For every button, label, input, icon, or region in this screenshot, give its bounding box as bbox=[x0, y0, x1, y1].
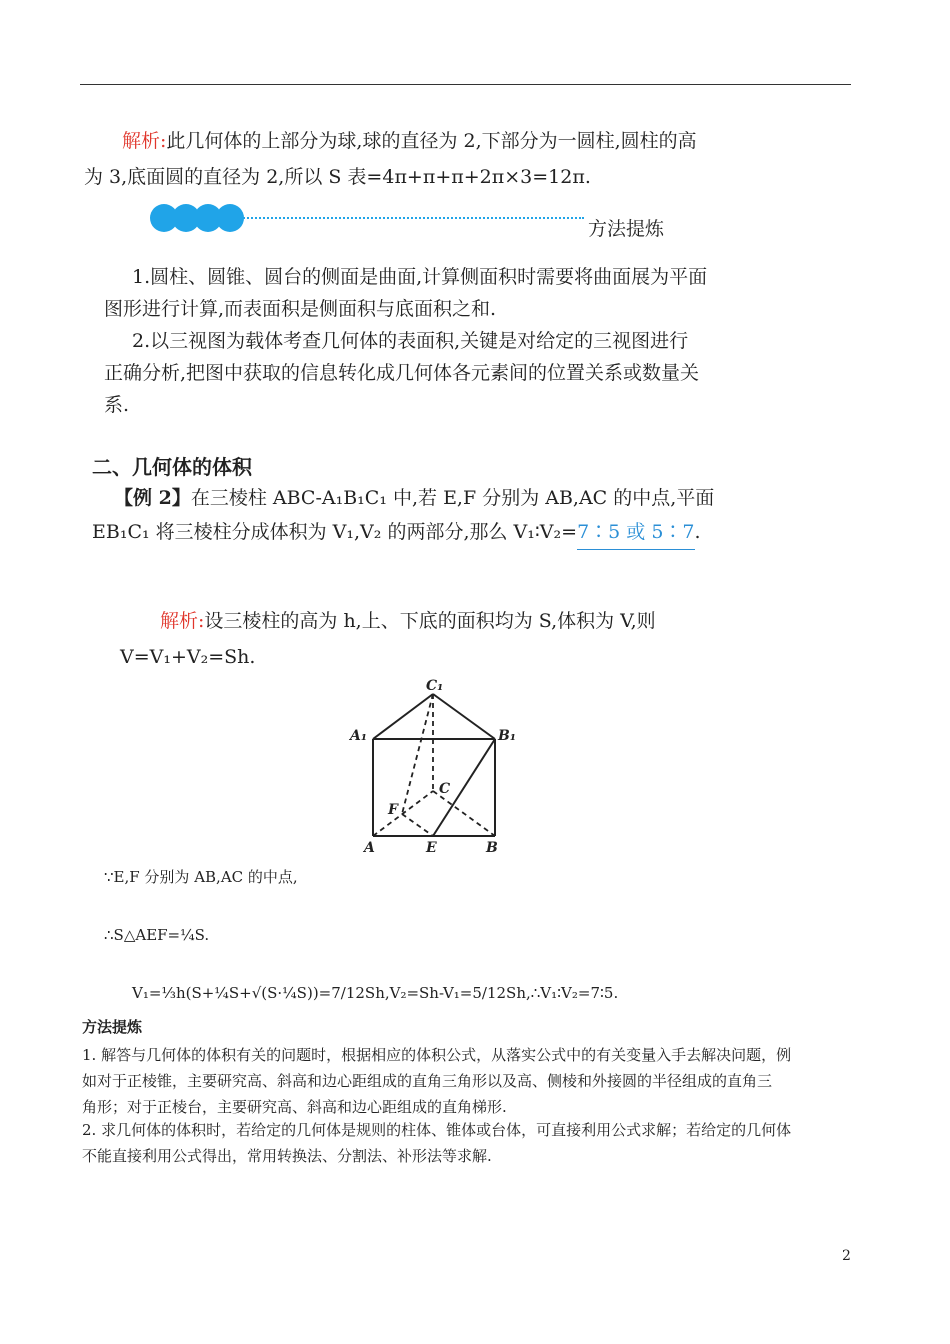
jiexi-label: 解析: bbox=[122, 130, 167, 152]
solution2-line-1: 解析:设三棱柱的高为 h,上、下底的面积均为 S,体积为 V,则 bbox=[160, 610, 656, 632]
label-a1: A₁ bbox=[350, 728, 367, 744]
derivation-because: ∵E,F 分别为 AB,AC 的中点, bbox=[104, 868, 298, 886]
edge-c1b1 bbox=[433, 694, 495, 739]
tips2-line-5: 不能直接利用公式得出，常用转换法、分割法、补形法等求解. bbox=[82, 1147, 492, 1165]
method-tag: 方法提炼 bbox=[588, 218, 665, 240]
example-line-2: EB₁C₁ 将三棱柱分成体积为 V₁,V₂ 的两部分,那么 V₁∶V₂=7∶5 或 5∶7. bbox=[92, 515, 701, 550]
label-c: C bbox=[439, 781, 451, 797]
tip1-line-2: 图形进行计算,而表面积是侧面积与底面积之和. bbox=[104, 298, 497, 320]
page-number: 2 bbox=[842, 1248, 851, 1264]
edge-fe bbox=[402, 814, 433, 836]
section-heading: 二、几何体的体积 bbox=[92, 455, 252, 479]
tips2-line-2: 如对于正棱锥，主要研究高、斜高和边心距组成的直角三角形以及高、侧棱和外接圆的半径组成的直角三 bbox=[82, 1072, 773, 1090]
example-line-1: 【例 2】在三棱柱 ABC-A₁B₁C₁ 中,若 E,F 分别为 AB,AC 的中点,平面 bbox=[114, 487, 715, 509]
label-b1: B₁ bbox=[498, 728, 516, 744]
example-tag: 【例 2】 bbox=[114, 487, 191, 509]
label-c1: C₁ bbox=[426, 678, 444, 694]
label-a: A bbox=[364, 840, 375, 856]
answer-blank: 7∶5 或 5∶7 bbox=[577, 515, 694, 550]
tip2-line-3: 系. bbox=[104, 394, 130, 416]
derivation-volume: V₁=⅓h(S+¼S+√(S·¼S))=7/12Sh,V₂=Sh-V₁=5/12Sh,∴V₁∶V₂=7∶5. bbox=[132, 984, 619, 1002]
tip2-line-2: 正确分析,把图中获取的信息转化成几何体各元素间的位置关系或数量关 bbox=[104, 362, 700, 384]
solution-line-2: 为 3,底面圆的直径为 2,所以 S 表=4π+π+π+2π×3=12π. bbox=[84, 166, 591, 188]
edge-ac bbox=[373, 791, 433, 836]
solution-line-1: 解析:此几何体的上部分为球,球的直径为 2,下部分为一圆柱,圆柱的高 bbox=[122, 130, 697, 152]
solution2-line-2: V=V₁+V₂=Sh. bbox=[120, 646, 256, 668]
tips2-line-4: 2. 求几何体的体积时，若给定的几何体是规则的柱体、锥体或台体，可直接利用公式求解；若给定的几何体 bbox=[82, 1121, 792, 1139]
tips2-line-1: 1. 解答与几何体的体积有关的问题时，根据相应的体积公式，从落实公式中的有关变量入手去解决问题，例 bbox=[82, 1046, 792, 1064]
tips2-title: 方法提炼 bbox=[82, 1018, 143, 1036]
edge-c1f bbox=[402, 694, 433, 814]
method-divider-dots bbox=[150, 204, 238, 232]
label-b: B bbox=[486, 840, 498, 856]
derivation-area: ∴S△AEF=¼S. bbox=[104, 926, 210, 944]
header-rule bbox=[80, 84, 851, 85]
tips2-line-3: 角形；对于正棱台，主要研究高、斜高和边心距组成的直角梯形. bbox=[82, 1098, 507, 1116]
tip2-line-1: 2.以三视图为载体考查几何体的表面积,关键是对给定的三视图进行 bbox=[132, 330, 689, 352]
label-f: F bbox=[388, 802, 398, 818]
prism-figure bbox=[340, 676, 520, 856]
jiexi-label-2: 解析: bbox=[160, 610, 205, 632]
edge-cb bbox=[433, 791, 495, 836]
method-divider-line bbox=[240, 217, 584, 219]
tip1-line-1: 1.圆柱、圆锥、圆台的侧面是曲面,计算侧面积时需要将曲面展为平面 bbox=[132, 266, 708, 288]
label-e: E bbox=[426, 840, 437, 856]
